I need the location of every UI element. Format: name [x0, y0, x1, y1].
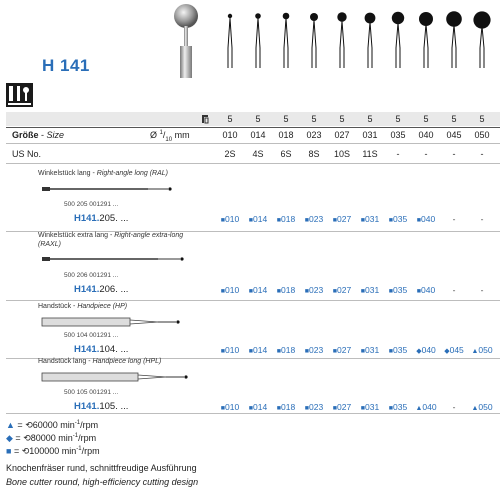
- square-icon: ■: [6, 446, 12, 456]
- packaging-unit-cell: 5: [367, 114, 373, 124]
- speed-100000-icon: ■: [416, 217, 422, 224]
- us-number-cell: 4S: [252, 149, 264, 159]
- size-cell: 010: [222, 130, 238, 140]
- product-code: H141.104. ...: [74, 344, 129, 355]
- size-cell: 045: [446, 130, 462, 140]
- bur-045-icon: [440, 8, 468, 68]
- size-cell: 023: [306, 130, 322, 140]
- size-order-cell[interactable]: ■023: [304, 285, 324, 295]
- speed-100000-icon: ■: [220, 348, 226, 355]
- speed-100000-icon: ■: [332, 348, 338, 355]
- speed-100000-icon: ■: [388, 405, 394, 412]
- product-photo: [168, 2, 204, 78]
- speed-100000-icon: ■: [276, 288, 282, 295]
- order-number: 500 206 001291 ...: [64, 272, 119, 279]
- size-cell: 014: [250, 130, 266, 140]
- legend-60000: ▲ = ⟲60000 $\min^{-1}$/rpm: [6, 420, 99, 430]
- bur-018-icon: [272, 8, 300, 68]
- size-order-cell[interactable]: ■031: [360, 214, 380, 224]
- size-order-cell[interactable]: ■018: [276, 214, 296, 224]
- size-order-cell[interactable]: ■035: [388, 402, 408, 412]
- size-order-cell[interactable]: ▲050: [471, 345, 493, 355]
- speed-100000-icon: ■: [304, 217, 310, 224]
- size-order-cell[interactable]: ■014: [248, 285, 268, 295]
- rotation-icon: ⟲: [23, 433, 31, 443]
- arrow-up-icon: ▲: [6, 420, 15, 430]
- speed-100000-icon: ■: [360, 217, 366, 224]
- speed-100000-icon: ■: [388, 348, 394, 355]
- size-order-cell[interactable]: ■035: [388, 214, 408, 224]
- speed-60000-icon: ▲: [471, 348, 479, 355]
- size-order-cell[interactable]: ◆040: [416, 345, 436, 355]
- arrow-half-icon: ◆: [6, 433, 13, 443]
- speed-100000-icon: ■: [304, 288, 310, 295]
- size-order-cell[interactable]: ■010: [220, 214, 240, 224]
- size-cell: 035: [390, 130, 406, 140]
- unavailable-cell: -: [480, 214, 484, 224]
- speed-100000-icon: ■: [332, 405, 338, 412]
- us-number-cell: -: [480, 149, 484, 159]
- packaging-unit-cell: 5: [423, 114, 429, 124]
- speed-60000-icon: ▲: [471, 405, 479, 412]
- speed-100000-icon: ■: [220, 288, 226, 295]
- size-order-cell[interactable]: ■023: [304, 345, 324, 355]
- packaging-unit-cell: 5: [311, 114, 317, 124]
- size-cell: 027: [334, 130, 350, 140]
- packaging-unit-cell: 5: [339, 114, 345, 124]
- page-title: H 141: [42, 56, 90, 75]
- speed-100000-icon: ■: [248, 217, 254, 224]
- size-order-cell[interactable]: ■023: [304, 214, 324, 224]
- size-order-cell[interactable]: ■031: [360, 285, 380, 295]
- size-order-cell[interactable]: ■035: [388, 345, 408, 355]
- unavailable-cell: -: [480, 285, 484, 295]
- size-cell: 031: [362, 130, 378, 140]
- size-order-cell[interactable]: ■027: [332, 214, 352, 224]
- footer-en: Bone cutter round, high-efficiency cutting design: [6, 477, 199, 487]
- packaging-unit-cell: 5: [451, 114, 457, 124]
- speed-80000-icon: ◆: [444, 348, 450, 355]
- size-cell: 050: [474, 130, 490, 140]
- speed-100000-icon: ■: [416, 288, 422, 295]
- size-order-cell[interactable]: ■014: [248, 402, 268, 412]
- legend-80000: ◆ = ⟲80000 $\min^{-1}$/rpm: [6, 433, 97, 443]
- speed-100000-icon: ■: [388, 288, 394, 295]
- size-unit: Ø $^1/_{10}$ mm: [150, 130, 190, 143]
- speed-100000-icon: ■: [248, 405, 254, 412]
- packaging-unit-cell: 5: [227, 114, 233, 124]
- bur-014-icon: [244, 8, 272, 68]
- size-order-cell[interactable]: ■035: [388, 285, 408, 295]
- size-order-cell[interactable]: ■040: [416, 214, 436, 224]
- rotation-icon: ⟲: [21, 446, 30, 456]
- us-number-cell: 8S: [308, 149, 320, 159]
- order-number: 500 104 001291 ...: [64, 332, 119, 339]
- speed-100000-icon: ■: [276, 217, 282, 224]
- speed-100000-icon: ■: [248, 348, 254, 355]
- row-title-cont: (RAXL): [38, 241, 61, 248]
- packaging-unit-cell: 5: [479, 114, 485, 124]
- product-symbol-icon: [6, 83, 33, 107]
- order-number: 500 205 001291 ...: [64, 201, 119, 208]
- hpl-shank-icon: [40, 370, 190, 384]
- ra-shank-icon: [40, 182, 190, 196]
- product-code: H141.206. ...: [74, 284, 129, 295]
- size-order-cell[interactable]: ■010: [220, 345, 240, 355]
- unavailable-cell: -: [452, 402, 456, 412]
- size-order-cell[interactable]: ■031: [360, 402, 380, 412]
- speed-100000-icon: ■: [360, 405, 366, 412]
- speed-80000-icon: ◆: [416, 348, 422, 355]
- size-cell: 040: [418, 130, 434, 140]
- size-order-cell[interactable]: ■040: [416, 285, 436, 295]
- size-order-cell[interactable]: ■014: [248, 214, 268, 224]
- speed-100000-icon: ■: [332, 288, 338, 295]
- speed-100000-icon: ■: [304, 348, 310, 355]
- footer-de: Knochenfräser rund, schnittfreudige Ausführung: [6, 463, 197, 473]
- us-number-cell: -: [424, 149, 428, 159]
- size-order-cell[interactable]: ■010: [220, 402, 240, 412]
- us-number-cell: 10S: [333, 149, 350, 159]
- packaging-unit-cell: 5: [283, 114, 289, 124]
- bur-010-icon: [216, 8, 244, 68]
- us-number-cell: 2S: [224, 149, 236, 159]
- legend-100000: ■ = ⟲100000 $\min^{-1}$/rpm: [6, 446, 100, 456]
- size-order-cell[interactable]: ■018: [276, 345, 296, 355]
- us-number-cell: 11S: [362, 149, 378, 159]
- unavailable-cell: -: [452, 285, 456, 295]
- size-order-cell[interactable]: ■027: [332, 345, 352, 355]
- size-order-cell[interactable]: ■018: [276, 285, 296, 295]
- size-order-cell[interactable]: ■014: [248, 345, 268, 355]
- speed-100000-icon: ■: [360, 348, 366, 355]
- speed-100000-icon: ■: [276, 405, 282, 412]
- package-icon: [200, 114, 210, 124]
- row-title: Handstück lang - Handpiece long (HPL): [38, 358, 162, 365]
- bur-023-icon: [300, 8, 328, 68]
- speed-100000-icon: ■: [360, 288, 366, 295]
- row-title: Winkelstück extra lang - Right-angle extra-long: [38, 232, 184, 239]
- size-order-cell[interactable]: ▲050: [471, 402, 493, 412]
- speed-100000-icon: ■: [220, 405, 226, 412]
- unavailable-cell: -: [452, 214, 456, 224]
- size-order-cell[interactable]: ■010: [220, 285, 240, 295]
- size-order-cell[interactable]: ■027: [332, 285, 352, 295]
- rotation-icon: ⟲: [25, 420, 33, 430]
- speed-100000-icon: ■: [248, 288, 254, 295]
- order-number: 500 105 001291 ...: [64, 389, 119, 396]
- row-title: Winkelstück lang - Right-angle long (RAL): [38, 170, 168, 177]
- size-order-cell[interactable]: ◆045: [444, 345, 464, 355]
- size-order-cell[interactable]: ■018: [276, 402, 296, 412]
- product-code: H141.205. ...: [74, 213, 129, 224]
- us-number-cell: -: [452, 149, 456, 159]
- bur-040-icon: [412, 8, 440, 68]
- product-code: H141.105. ...: [74, 401, 129, 412]
- size-label: Größe - Size: [12, 130, 65, 140]
- speed-100000-icon: ■: [388, 217, 394, 224]
- speed-100000-icon: ■: [332, 217, 338, 224]
- size-order-cell[interactable]: ■027: [332, 402, 352, 412]
- bur-027-icon: [328, 8, 356, 68]
- raxl-shank-icon: [40, 252, 190, 266]
- hp-shank-icon: [40, 315, 190, 329]
- size-order-cell[interactable]: ■031: [360, 345, 380, 355]
- us-number-cell: 6S: [280, 149, 292, 159]
- bur-050-icon: [468, 8, 496, 68]
- size-order-cell[interactable]: ■023: [304, 402, 324, 412]
- packaging-unit-cell: 5: [255, 114, 261, 124]
- speed-100000-icon: ■: [276, 348, 282, 355]
- packaging-unit-cell: 5: [395, 114, 401, 124]
- speed-60000-icon: ▲: [415, 405, 423, 412]
- bur-035-icon: [384, 8, 412, 68]
- speed-100000-icon: ■: [220, 217, 226, 224]
- size-order-cell[interactable]: ▲040: [415, 402, 437, 412]
- bur-031-icon: [356, 8, 384, 68]
- size-cell: 018: [278, 130, 294, 140]
- speed-100000-icon: ■: [304, 405, 310, 412]
- us-number-cell: -: [396, 149, 400, 159]
- us-number-label: US No.: [12, 149, 42, 159]
- row-title: Handstück - Handpiece (HP): [38, 303, 128, 310]
